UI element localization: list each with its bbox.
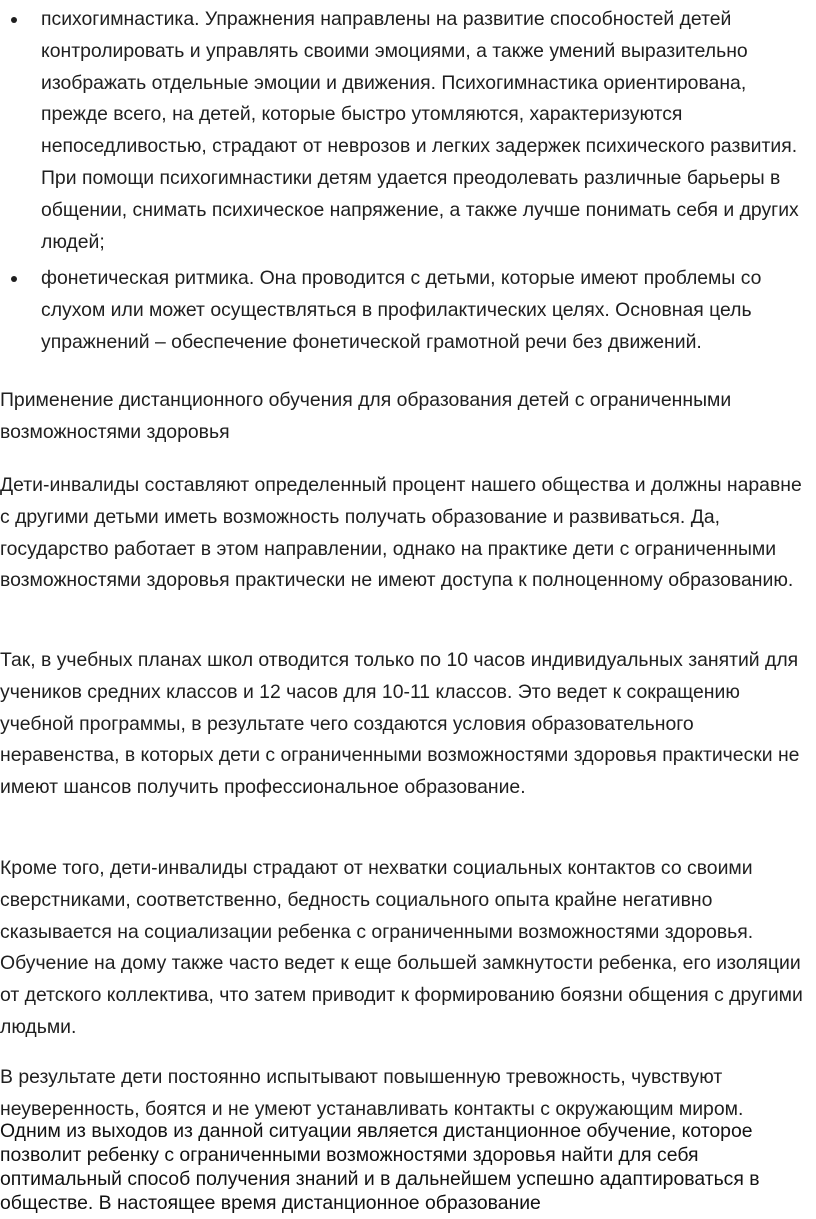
list-item [0, 4, 816, 258]
bullet-text: психогимнастика. Упражнения направлены на развитие способностей детей контролировать и управлять своими эмоциями, а также умений выразительно изображать отдельные эмоции и движения. Психогимнастика ориентирована, прежде всего, на детей, которые быстро утомляются, характеризуются непоседливостью, страдают от неврозов и легких задержек психического развития. При помощи психогимнастики детям удается преодолевать различные барьеры в общении, снимать психическое напряжение, а также лучше понимать себя и других людей; [41, 8, 799, 253]
method-bullet-list [0, 4, 816, 364]
paragraph: Одним из выходов из данной ситуации является дистанционное обучение, которое позволит ребенку с ограниченными возможностями здоровья найти для себя оптимальный способ получения знаний и в дальнейшем успешно адаптироваться в обществе. В настоящее время дистанционное образование [0, 1120, 760, 1214]
list-item [0, 263, 816, 358]
paragraph: Так, в учебных планах школ отводится только по 10 часов индивидуальных занятий для учеников средних классов и 12 часов для 10-11 классов. Это ведет к сокращению учебной программы, в результате чего создаются условия образовательного неравенства, в которых дети с ограниченными возможностями здоровья практически не имеют шансов получить профессиональное образование. [0, 649, 800, 799]
paragraph: В результате дети постоянно испытывают повышенную тревожность, чувствуют неуверенность, боятся и не умеют устанавливать контакты с окружающим миром. [0, 1066, 744, 1120]
bullet-text: фонетическая ритмика. Она проводится с детьми, которые имеют проблемы со слухом или может осуществляться в профилактических целях. Основная цель упражнений – обеспечение фонетической грамотной речи без движений. [41, 267, 762, 353]
bullet-dot-icon [11, 17, 17, 23]
section-heading: Применение дистанционного обучения для образования детей с ограниченными возможностями здоровья [0, 389, 732, 443]
paragraph: Дети-инвалиды составляют определенный процент нашего общества и должны наравне с другими детьми иметь возможность получать образование и развиваться. Да, государство работает в этом направлении, однако на практике дети с ограниченными возможностями здоровья практически не имеют доступа к полноценному образованию. [0, 474, 802, 592]
bullet-dot-icon [11, 276, 17, 282]
paragraph: Кроме того, дети-инвалиды страдают от нехватки социальных контактов со своими сверстниками, соответственно, бедность социального опыта крайне негативно сказывается на социализации ребенка с ограниченными возможностями здоровья. Обучение на дому также часто ведет к еще большей замкнутости ребенка, его изоляции от детского коллектива, что затем приводит к формированию боязни общения с другими людьми. [0, 857, 803, 1038]
